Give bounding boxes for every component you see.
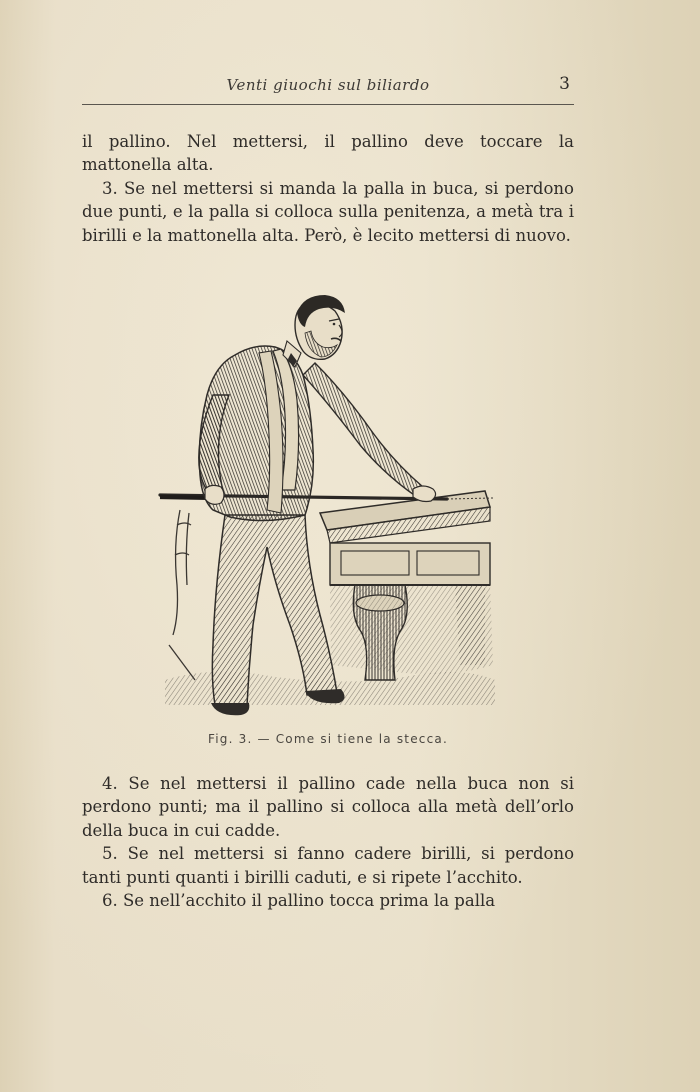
chair-sketch	[169, 510, 195, 680]
running-head	[82, 76, 574, 100]
page-number: 3	[559, 74, 570, 94]
text-block-bottom	[82, 772, 574, 912]
header-rule	[82, 104, 574, 105]
paragraph: 5. Se nel mettersi si fanno cadere birilli, si perdono tanti punti quanti i birilli caduti, e si ripete l’acchito.	[82, 844, 574, 887]
figure-caption: Fig. 3. — Come si tiene la stecca.	[208, 732, 448, 746]
paragraph: 3. Se nel mettersi si manda la palla in buca, si perdono due punti, e la palla si colloca sulla penitenza, a metà tra i birilli e la mattonella alta. Però, è lecito mettersi di nuovo.	[82, 178, 574, 245]
paragraph: 6. Se nell’acchito il pallino tocca prima la palla	[102, 891, 496, 911]
running-title: Venti giuochi sul biliardo	[226, 76, 430, 94]
billiard-player-engraving-icon	[155, 285, 500, 725]
text-block-top	[82, 130, 574, 247]
billiard-table	[320, 491, 493, 680]
paragraph: 4. Se nel mettersi il pallino cade nella buca non si perdono punti; ma il pallino si colloca alla metà dell’orlo della buca in cui cadde.	[82, 774, 574, 840]
figure-illustration	[155, 285, 500, 725]
paragraph: il pallino. Nel mettersi, il pallino deve toccare la mattonella alta.	[82, 132, 574, 175]
